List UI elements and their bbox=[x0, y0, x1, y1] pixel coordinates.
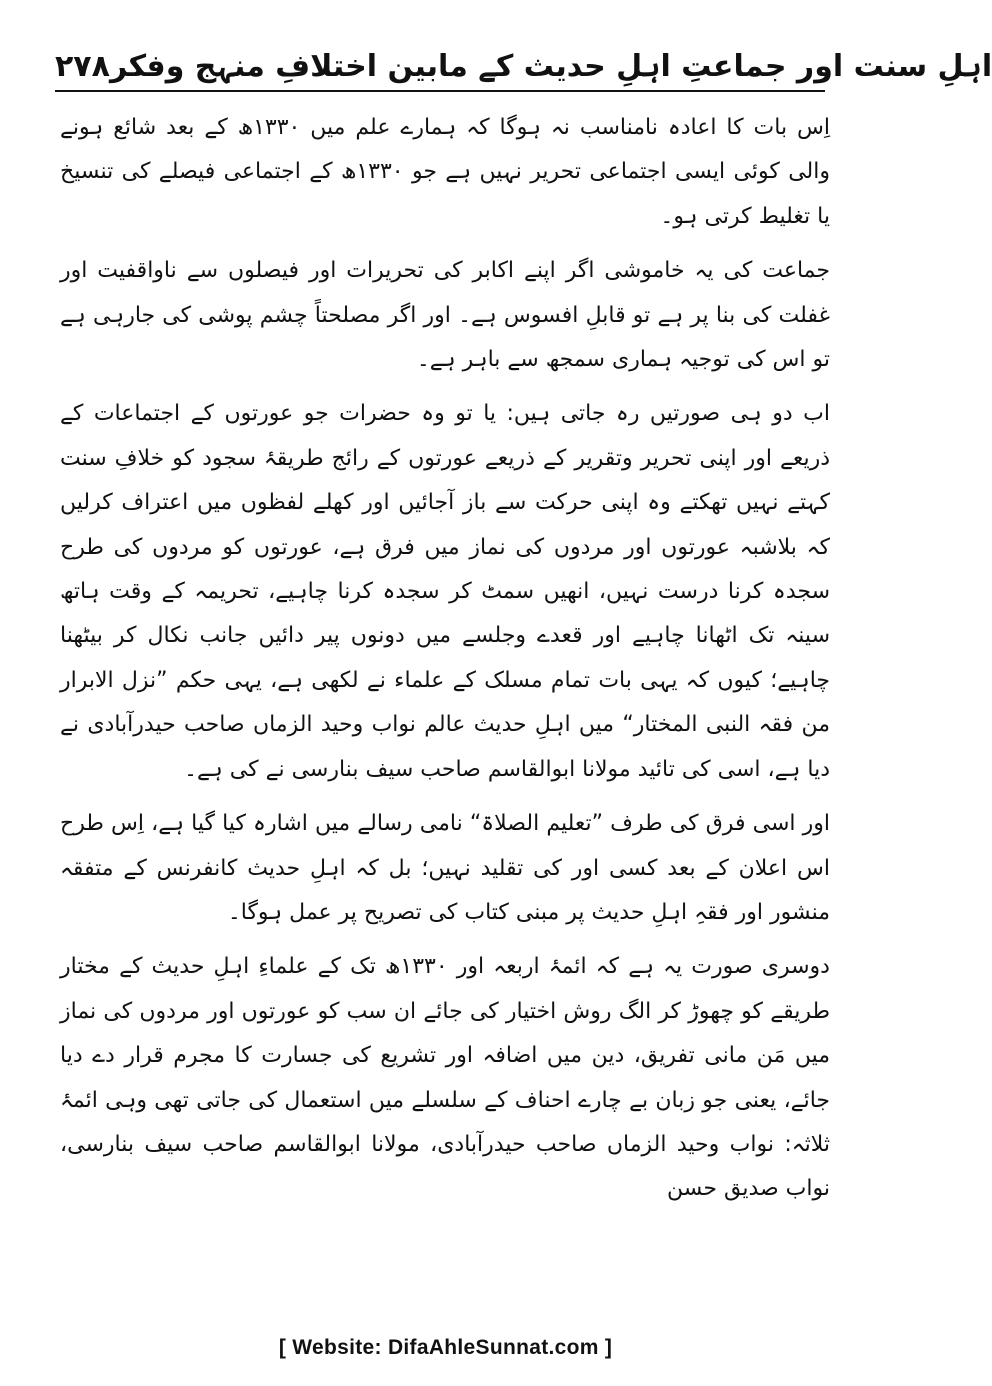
running-header bbox=[55, 28, 992, 90]
paragraph-3: اب دو ہی صورتیں رہ جاتی ہیں: یا تو وہ حضرات جو عورتوں کے اجتماعات کے ذریعے اور اپنی تحریر وتقریر کے ذریعے عورتوں کے رائج طریقۂ سجود کو خلافِ سنت کہتے نہیں تھکتے وہ اپنی حرکت سے باز آجائیں اور کھلے لفظوں میں اعتراف کرلیں کہ بلاشبہ عورتوں اور مردوں کی نماز میں فرق ہے، عورتوں کو مردوں کی طرح سجدہ کرنا درست نہیں، انھیں سمٹ کر سجدہ کرنا چاہیے، تحریمہ کے وقت ہاتھ سینہ تک اٹھانا چاہیے اور قعدے وجلسے میں دونوں پیر دائیں جانب نکال کر بیٹھنا چاہیے؛ کیوں کہ یہی بات تمام مسلک کے علماء نے لکھی ہے، یہی حکم ”نزل الابرار من فقہ النبی المختار“ میں اہلِ حدیث عالم نواب وحید الزماں صاحب حیدرآبادی نے دیا ہے، اسی کی تائید مولانا ابوالقاسم صاحب سیف بنارسی نے کی ہے۔ bbox=[60, 401, 830, 782]
body-text bbox=[60, 106, 830, 1222]
page-number: ۲۷۸ bbox=[55, 49, 110, 84]
paragraph-4: اور اسی فرق کی طرف ”تعلیم الصلاۃ“ نامی رسالے میں اشارہ کیا گیا ہے، اِس طرح اس اعلان کے بعد کسی اور کی تقلید نہیں؛ بل کہ اہلِ حدیث کانفرنس کے متفقہ منشور اور فقہِ اہلِ حدیث پر مبنی کتاب کی تصریح پر عمل ہوگا۔ bbox=[60, 811, 830, 925]
paragraph-2: جماعت کی یہ خاموشی اگر اپنے اکابر کی تحریرات اور فیصلوں سے ناواقفیت اور غفلت کی بنا پر ہے تو قابلِ افسوس ہے۔ اور اگر مصلحتاً چشم پوشی کی جارہی ہے تو اس کی توجیہ ہماری سمجھ سے باہر ہے۔ bbox=[60, 258, 830, 373]
paragraph-1: اِس بات کا اعادہ نامناسب نہ ہوگا کہ ہمارے علم میں ۱۳۳۰ھ کے بعد شائع ہونے والی کوئی ایسی اجتماعی تحریر نہیں ہے جو ۱۳۳۰ھ کے اجتماعی فیصلے کی تنسیخ یا تغلیط کرتی ہو۔ bbox=[60, 115, 830, 229]
header-divider bbox=[55, 90, 825, 92]
paragraph-5: دوسری صورت یہ ہے کہ ائمۂ اربعہ اور ۱۳۳۰ھ تک کے علماءِ اہلِ حدیث کے مختار طریقے کو چھوڑ کر الگ روش اختیار کی جائے ان سب کو عورتوں اور مردوں کی نماز میں مَن مانی تفریق، دین میں اضافہ اور تشریع کی جسارت کا مجرم قرار دے دیا جائے، یعنی جو زبان بے چارے احناف کے سلسلے میں استعمال کی جاتی تھی وہی ائمۂ ثلاثہ: نواب وحید الزماں صاحب حیدرآبادی، مولانا ابوالقاسم صاحب سیف بنارسی، نواب صدیق حسن bbox=[60, 954, 830, 1202]
website-footer: [ Website: DifaAhleSunnat.com ] bbox=[278, 1336, 613, 1359]
header-title: اہلِ سنت اور جماعتِ اہلِ حدیث کے مابین اختلافِ منہج وفکر bbox=[109, 49, 992, 84]
